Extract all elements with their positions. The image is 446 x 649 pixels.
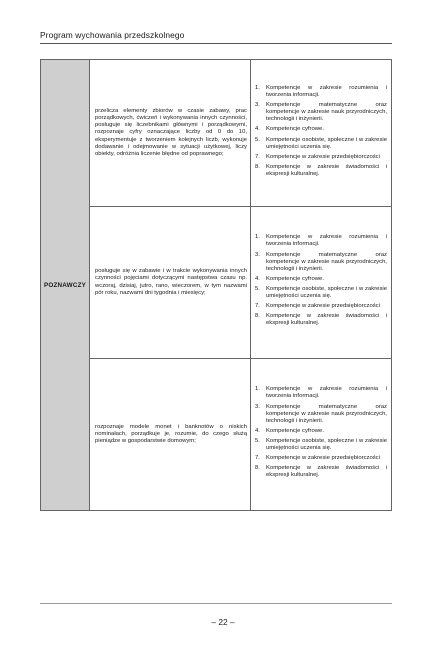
table-row	[41, 359, 392, 511]
list-item	[255, 164, 387, 178]
list-item	[255, 276, 387, 283]
description-cell	[90, 60, 251, 207]
competence-number: 4.	[255, 427, 260, 434]
description-cell	[90, 207, 251, 359]
list-item	[255, 126, 387, 133]
competence-number: 5.	[255, 286, 260, 292]
list-item	[255, 404, 387, 425]
competence-number: 8.	[255, 163, 260, 170]
description-text: przelicza elementy zbiorów w czasie zabawy, prac porządkowych, ćwiczeń i wykonywania innych czynności, posługuje się liczebnikami głównymi i porządkowymi, rozpoznaje cyfry oznaczające liczby od 0 do 10, eksperymentuje z tworzeniem kolejnych liczb, wykonuje dodawanie i odejmowanie w sytuacji użytkowej, liczy obiekty, odróżnia liczenie błędne od poprawnego;	[95, 107, 247, 157]
competence-number: 8.	[255, 465, 260, 472]
header-divider	[40, 43, 392, 44]
competence-text: Kompetencje matematyczne oraz kompetencje w zakresie nauk przyrodniczych, technologii i inżynierii.	[266, 251, 387, 272]
competence-number: 1.	[255, 234, 260, 241]
footer-divider	[40, 603, 392, 604]
competence-text: Kompetencje w zakresie świadomości i ekspresji kulturalnej.	[266, 163, 387, 177]
competences-list	[255, 234, 387, 327]
competences-list	[255, 85, 387, 178]
competence-text: Kompetencje cyfrowe.	[266, 275, 324, 282]
competence-number: 1.	[255, 386, 260, 393]
competence-text: Kompetencje cyfrowe.	[266, 427, 324, 434]
list-item	[255, 386, 387, 400]
area-label: POZNAWCZY	[43, 281, 87, 289]
page-header-title: Program wychowania przedszkolnego	[40, 30, 185, 40]
competence-text: Kompetencje w zakresie rozumienia i tworzenia informacji.	[266, 234, 387, 248]
list-item	[255, 154, 387, 161]
list-item	[255, 438, 387, 452]
list-item	[255, 428, 387, 435]
competence-text: Kompetencje w zakresie przedsiębiorczości	[266, 153, 380, 160]
list-item	[255, 85, 387, 99]
competence-text: Kompetencje w zakresie świadomości i ekspresji kulturalnej.	[266, 313, 387, 327]
competence-text: Kompetencje osobiste, społeczne i w zakresie umiejętności uczenia się.	[266, 438, 387, 451]
competence-text: Kompetencje w zakresie przedsiębiorczości	[266, 303, 380, 310]
competence-number: 7.	[255, 303, 260, 310]
list-item	[255, 286, 387, 300]
competence-text: Kompetencje w zakresie rozumienia i tworzenia informacji.	[266, 84, 387, 98]
competence-text: Kompetencje osobiste, społeczne i w zakresie umiejętności uczenia się.	[266, 286, 387, 299]
list-item	[255, 137, 387, 151]
competence-text: Kompetencje matematyczne oraz kompetencje w zakresie nauk przyrodniczych, technologii i inżynierii.	[266, 403, 387, 424]
area-label-cell	[41, 60, 90, 511]
competence-number: 1.	[255, 84, 260, 91]
competence-number: 3.	[255, 403, 260, 410]
list-item	[255, 234, 387, 248]
page-number: – 22 –	[211, 617, 235, 627]
competence-number: 8.	[255, 313, 260, 320]
competence-text: Kompetencje w zakresie przedsiębiorczości	[266, 455, 380, 462]
competence-text: Kompetencje osobiste, społeczne i w zakresie umiejętności uczenia się.	[266, 136, 387, 150]
competence-number: 7.	[255, 455, 260, 462]
competence-number: 5.	[255, 136, 260, 143]
list-item	[255, 102, 387, 123]
table-row	[41, 207, 392, 359]
competence-number: 5.	[255, 438, 260, 444]
competences-list	[255, 386, 387, 479]
description-text: posługuje się w zabawie i w trakcie wykonywania innych czynności pojęciami dotyczącymi następstwa czasu np. wczoraj, dzisiaj, jutro, rano, wieczorem, w tym nazwami pór roku, nazwami dni tygodnia i miesięcy;	[95, 268, 247, 296]
competences-cell	[251, 359, 392, 511]
competence-text: Kompetencje cyfrowe.	[266, 126, 324, 133]
list-item	[255, 465, 387, 479]
curriculum-table	[40, 59, 392, 511]
competence-number: 3.	[255, 251, 260, 258]
competence-number: 3.	[255, 102, 260, 109]
list-item	[255, 455, 387, 462]
competences-cell	[251, 207, 392, 359]
competence-text: Kompetencje w zakresie świadomości i ekspresji kulturalnej.	[266, 465, 387, 479]
competences-cell	[251, 60, 392, 207]
competence-number: 4.	[255, 275, 260, 282]
competence-number: 4.	[255, 126, 260, 133]
competence-text: Kompetencje matematyczne oraz kompetencje w zakresie nauk przyrodniczych, technologii i inżynierii.	[266, 102, 387, 123]
competence-number: 7.	[255, 153, 260, 160]
list-item	[255, 252, 387, 273]
table-row	[41, 60, 392, 207]
competence-text: Kompetencje w zakresie rozumienia i tworzenia informacji.	[266, 386, 387, 400]
list-item	[255, 303, 387, 310]
description-text: rozpoznaje modele monet i banknotów o niskich nominałach, porządkuje je, rozumie, do czego służą pieniądze w gospodarstwie domowym;	[95, 423, 247, 445]
list-item	[255, 313, 387, 327]
description-cell	[90, 359, 251, 511]
